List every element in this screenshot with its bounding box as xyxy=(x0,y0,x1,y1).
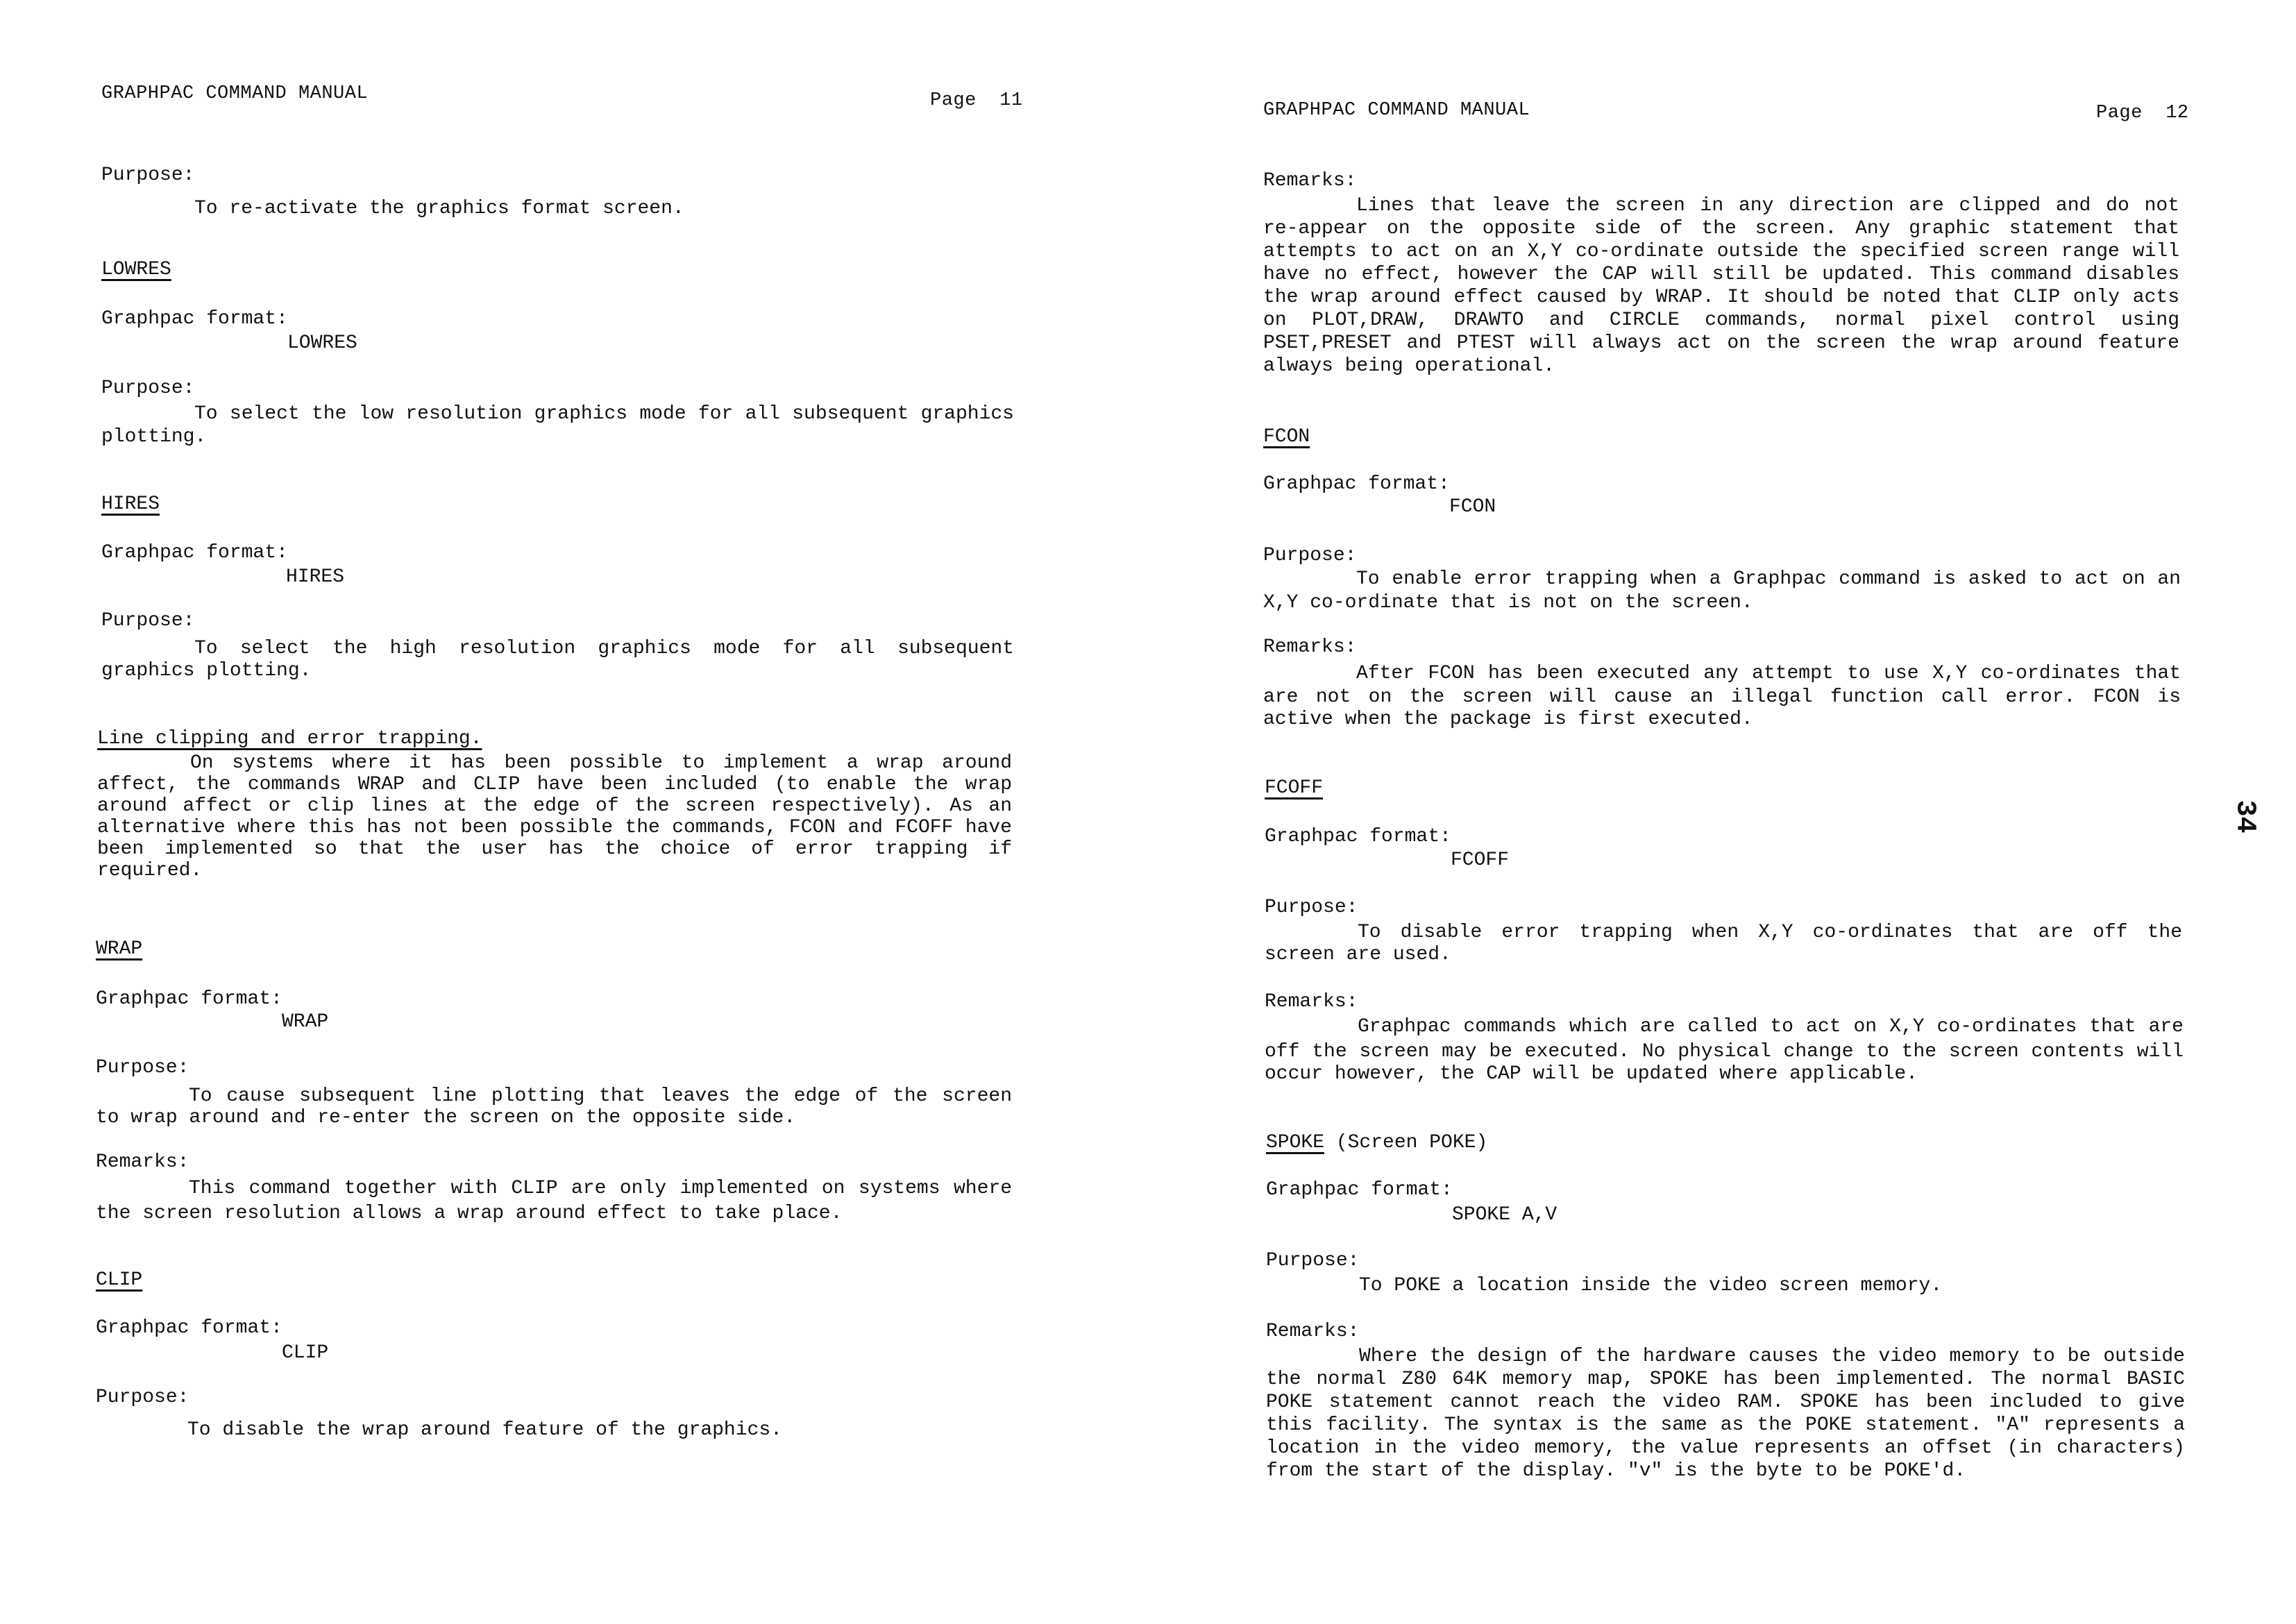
format-syntax: FCOFF xyxy=(1451,849,1510,871)
remarks-label: Remarks: xyxy=(1266,1321,1360,1342)
format-label: Graphpac format: xyxy=(101,308,288,330)
running-header-title: GRAPHPAC COMMAND MANUAL xyxy=(1263,100,1530,121)
remarks-label: Remarks: xyxy=(96,1151,189,1173)
remarks-label: Remarks: xyxy=(1263,170,1357,192)
page-12 xyxy=(1148,0,2296,1624)
section-heading-lowres: LOWRES xyxy=(101,259,171,280)
purpose-text: To re-activate the graphics format screen. xyxy=(194,198,684,219)
body-text-line: around affect or clip lines at the edge of the screen respectively). As an xyxy=(97,795,1012,817)
remarks-text: active when the package is first executed. xyxy=(1263,709,1753,730)
purpose-text: To select the low resolution graphics mode for all subsequent graphics xyxy=(194,403,1014,425)
remarks-label: Remarks: xyxy=(1265,991,1358,1013)
section-heading-hires: HIRES xyxy=(101,493,160,515)
remarks-text: POKE statement cannot reach the video RAM. SPOKE has been included to give xyxy=(1266,1392,2185,1413)
remarks-text: location in the video memory, the value represents an offset (in characters) xyxy=(1266,1437,2185,1459)
remarks-text: have no effect, however the CAP will still be updated. This command disables xyxy=(1263,264,2179,285)
format-label: Graphpac format: xyxy=(101,542,288,564)
format-label: Graphpac format: xyxy=(96,1317,282,1339)
purpose-text: screen are used. xyxy=(1265,944,1451,965)
section-heading-fcon: FCON xyxy=(1263,426,1310,448)
remarks-text: PSET,PRESET and PTEST will always act on the screen the wrap around feature xyxy=(1263,332,2179,354)
purpose-text: to wrap around and re-enter the screen on the opposite side. xyxy=(96,1107,796,1128)
remarks-text: the normal Z80 64K memory map, SPOKE has been implemented. The normal BASIC xyxy=(1266,1369,2185,1390)
remarks-text: the wrap around effect caused by WRAP. It should be noted that CLIP only acts xyxy=(1263,287,2179,308)
remarks-text: occur however, the CAP will be updated where applicable. xyxy=(1265,1063,1918,1085)
remarks-text: attempts to act on an X,Y co-ordinate outside the specified screen range will xyxy=(1263,241,2179,262)
remarks-text: Graphpac commands which are called to act on X,Y co-ordinates that are xyxy=(1358,1016,2184,1038)
format-syntax: CLIP xyxy=(282,1342,329,1364)
body-text-line: affect, the commands WRAP and CLIP have been included (to enable the wrap xyxy=(97,774,1012,795)
body-text-line: alternative where this has not been possible the commands, FCON and FCOFF have xyxy=(97,817,1012,838)
remarks-text: are not on the screen will cause an illegal function call error. FCON is xyxy=(1263,686,2181,708)
format-syntax: SPOKE A,V xyxy=(1452,1204,1558,1226)
purpose-text: graphics plotting. xyxy=(101,660,312,682)
section-heading-line-clipping: Line clipping and error trapping. xyxy=(97,728,482,750)
spoke-subtitle: (Screen POKE) xyxy=(1324,1132,1488,1153)
purpose-label: Purpose: xyxy=(101,610,195,632)
purpose-text: X,Y co-ordinate that is not on the screen. xyxy=(1263,592,1753,614)
purpose-text: To disable the wrap around feature of the graphics. xyxy=(187,1419,782,1441)
page-number: Page 11 xyxy=(930,90,1023,111)
purpose-label: Purpose: xyxy=(101,164,195,186)
format-syntax: HIRES xyxy=(286,566,345,588)
purpose-label: Purpose: xyxy=(96,1057,189,1079)
format-label: Graphpac format: xyxy=(1266,1179,1453,1201)
format-label: Graphpac format: xyxy=(1265,826,1451,847)
purpose-text: To disable error trapping when X,Y co-ordinates that are off the xyxy=(1358,922,2182,943)
remarks-text: from the start of the display. "v" is the byte to be POKE'd. xyxy=(1266,1460,1966,1482)
remarks-text: Where the design of the hardware causes the video memory to be outside xyxy=(1359,1346,2185,1367)
running-header-title: GRAPHPAC COMMAND MANUAL xyxy=(101,83,369,104)
page-number: Page 12 xyxy=(2096,103,2189,124)
purpose-text: To select the high resolution graphics mode for all subsequent xyxy=(194,638,1014,659)
remarks-text: always being operational. xyxy=(1263,355,1555,377)
format-label: Graphpac format: xyxy=(1263,473,1450,495)
remarks-text: the screen resolution allows a wrap around effect to take place. xyxy=(96,1203,843,1224)
spoke-title: SPOKE xyxy=(1266,1132,1325,1153)
purpose-label: Purpose: xyxy=(101,378,195,399)
remarks-label: Remarks: xyxy=(1263,636,1357,658)
format-syntax: LOWRES xyxy=(287,332,357,354)
remarks-text: off the screen may be executed. No physical change to the screen contents will xyxy=(1265,1041,2184,1063)
format-label: Graphpac format: xyxy=(96,988,282,1010)
remarks-text: This command together with CLIP are only implemented on systems where xyxy=(189,1178,1012,1199)
purpose-text: To POKE a location inside the video screen memory. xyxy=(1359,1275,1943,1296)
purpose-label: Purpose: xyxy=(1265,897,1358,918)
remarks-text: re-appear on the opposite side of the screen. Any graphic statement that xyxy=(1263,218,2179,239)
purpose-label: Purpose: xyxy=(96,1387,189,1408)
section-heading-wrap: WRAP xyxy=(96,938,143,960)
body-text-line: been implemented so that the user has the choice of error trapping if xyxy=(97,838,1012,860)
format-syntax: WRAP xyxy=(282,1011,329,1033)
remarks-text: this facility. The syntax is the same as the POKE statement. "A" represents a xyxy=(1266,1414,2185,1436)
purpose-text: To enable error trapping when a Graphpac command is asked to act on an xyxy=(1356,568,2181,590)
format-syntax: FCON xyxy=(1449,496,1496,518)
section-heading-spoke xyxy=(1266,1131,1487,1155)
remarks-text: on PLOT,DRAW, DRAWTO and CIRCLE commands, normal pixel control using xyxy=(1263,310,2179,331)
purpose-label: Purpose: xyxy=(1266,1250,1360,1271)
purpose-text: plotting. xyxy=(101,426,207,448)
purpose-label: Purpose: xyxy=(1263,545,1357,566)
purpose-text: To cause subsequent line plotting that leaves the edge of the screen xyxy=(189,1085,1012,1107)
body-text-line: required. xyxy=(97,860,203,881)
remarks-text: Lines that leave the screen in any direction are clipped and do not xyxy=(1356,195,2179,217)
side-page-number: 34 xyxy=(2229,800,2261,834)
remarks-text: After FCON has been executed any attempt to use X,Y co-ordinates that xyxy=(1356,663,2181,684)
body-text-line: On systems where it has been possible to implement a wrap around xyxy=(190,752,1012,774)
section-heading-clip: CLIP xyxy=(96,1269,143,1291)
section-heading-fcoff: FCOFF xyxy=(1265,777,1324,799)
